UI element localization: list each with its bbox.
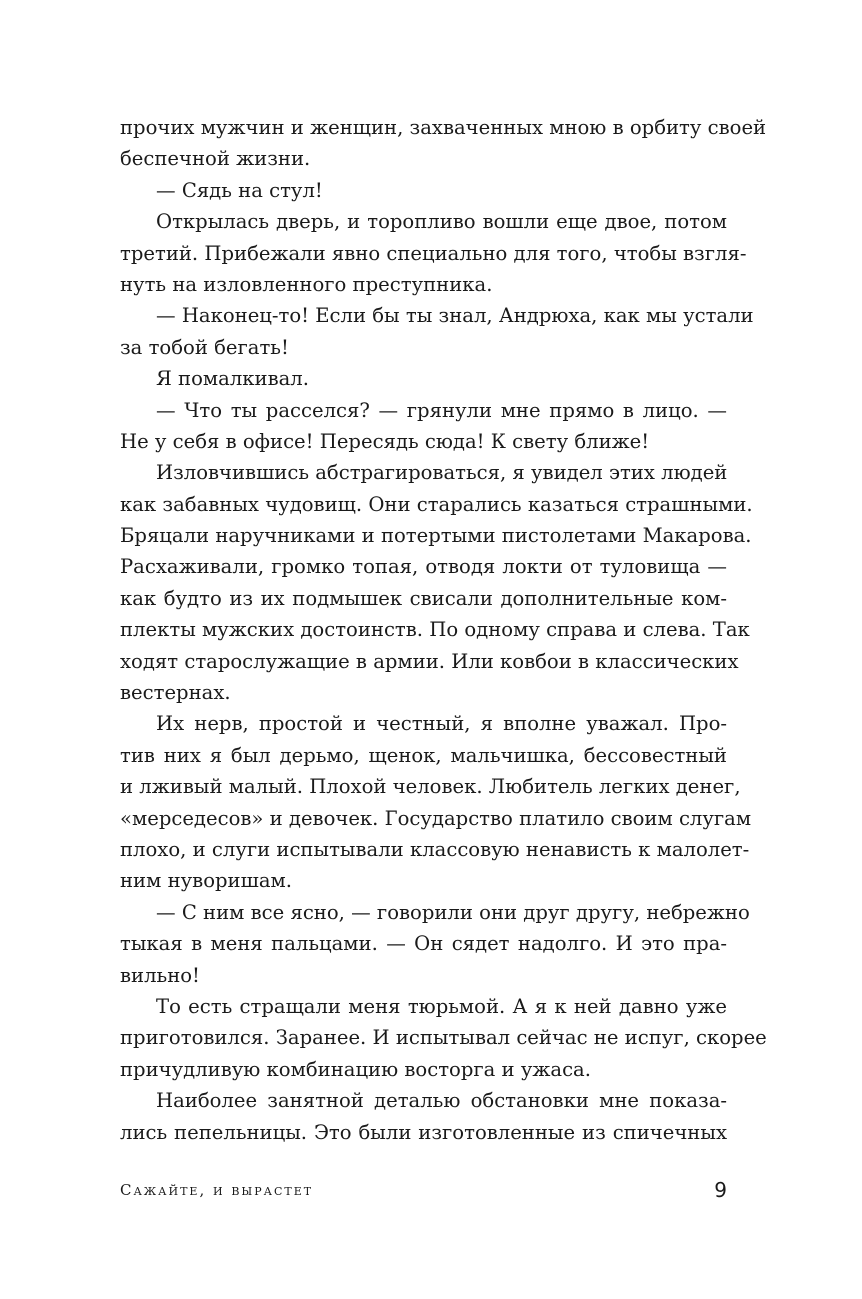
- text-line: тыкая в меня пальцами. — Он сядет надолго. И это пра-: [120, 932, 727, 956]
- text-line: То есть стращали меня тюрьмой. А я к ней давно уже: [156, 994, 727, 1018]
- text-line: как забавных чудовищ. Они старались казаться страшными.: [120, 492, 753, 516]
- text-line: за тобой бегать!: [120, 335, 289, 359]
- page-body: [120, 112, 767, 1148]
- text-line: тив них я был дерьмо, щенок, мальчишка, бессовестный: [120, 743, 727, 767]
- text-line: Их нерв, простой и честный, я вполне уважал. Про-: [156, 712, 727, 736]
- text-line: плохо, и слуги испытывали классовую ненависть к малолет-: [120, 837, 750, 861]
- text-line: — Сядь на стул!: [156, 178, 323, 202]
- text-line: — С ним все ясно, — говорили они друг другу, небрежно: [156, 900, 750, 924]
- text-line: Расхаживали, громко топая, отводя локти от туловища —: [120, 555, 727, 579]
- text-line: беспечной жизни.: [120, 147, 311, 171]
- text-line: Бряцали наручниками и потертыми пистолетами Макарова.: [120, 524, 752, 548]
- page-number: 9: [714, 1178, 727, 1202]
- text-line: Наиболее занятной деталью обстановки мне показа-: [156, 1089, 727, 1113]
- running-head: Сажайте, и вырастет: [120, 1181, 314, 1199]
- text-line: прочих мужчин и женщин, захваченных мною в орбиту своей: [120, 116, 767, 139]
- text-line: Не у себя в офисе! Пересядь сюда! К свету ближе!: [120, 429, 650, 453]
- text-line: третий. Прибежали явно специально для того, чтобы взгля-: [120, 241, 747, 265]
- text-line: и лживый малый. Плохой человек. Любитель легких денег,: [120, 775, 741, 799]
- text-line: «мерседесов» и девочек. Государство платило своим слугам: [120, 806, 752, 830]
- text-line: — Что ты расселся? — грянули мне прямо в лицо. —: [156, 398, 727, 422]
- text-line: приготовился. Заранее. И испытывал сейчас не испуг, скорее: [120, 1026, 767, 1050]
- text-line: плекты мужских достоинств. По одному справа и слева. Так: [120, 618, 750, 642]
- text-line: ним нуворишам.: [120, 869, 292, 893]
- page-footer: [120, 1175, 727, 1205]
- text-line: Я помалкивал.: [156, 367, 309, 391]
- text-line: Изловчившись абстрагироваться, я увидел этих людей: [156, 461, 728, 485]
- text-line: вильно!: [120, 963, 200, 987]
- text-line: Открылась дверь, и торопливо вошли еще двое, потом: [156, 210, 727, 234]
- text-line: ходят старослужащие в армии. Или ковбои в классических: [120, 649, 739, 673]
- text-line: — Наконец-то! Если бы ты знал, Андрюха, как мы устали: [156, 304, 754, 328]
- text-line: как будто из их подмышек свисали дополнительные ком-: [120, 586, 727, 610]
- text-line: нуть на изловленного преступника.: [120, 272, 493, 296]
- text-line: причудливую комбинацию восторга и ужаса.: [120, 1057, 591, 1081]
- text-line: лись пепельницы. Это были изготовленные из спичечных: [120, 1120, 727, 1144]
- text-line: вестернах.: [120, 681, 231, 705]
